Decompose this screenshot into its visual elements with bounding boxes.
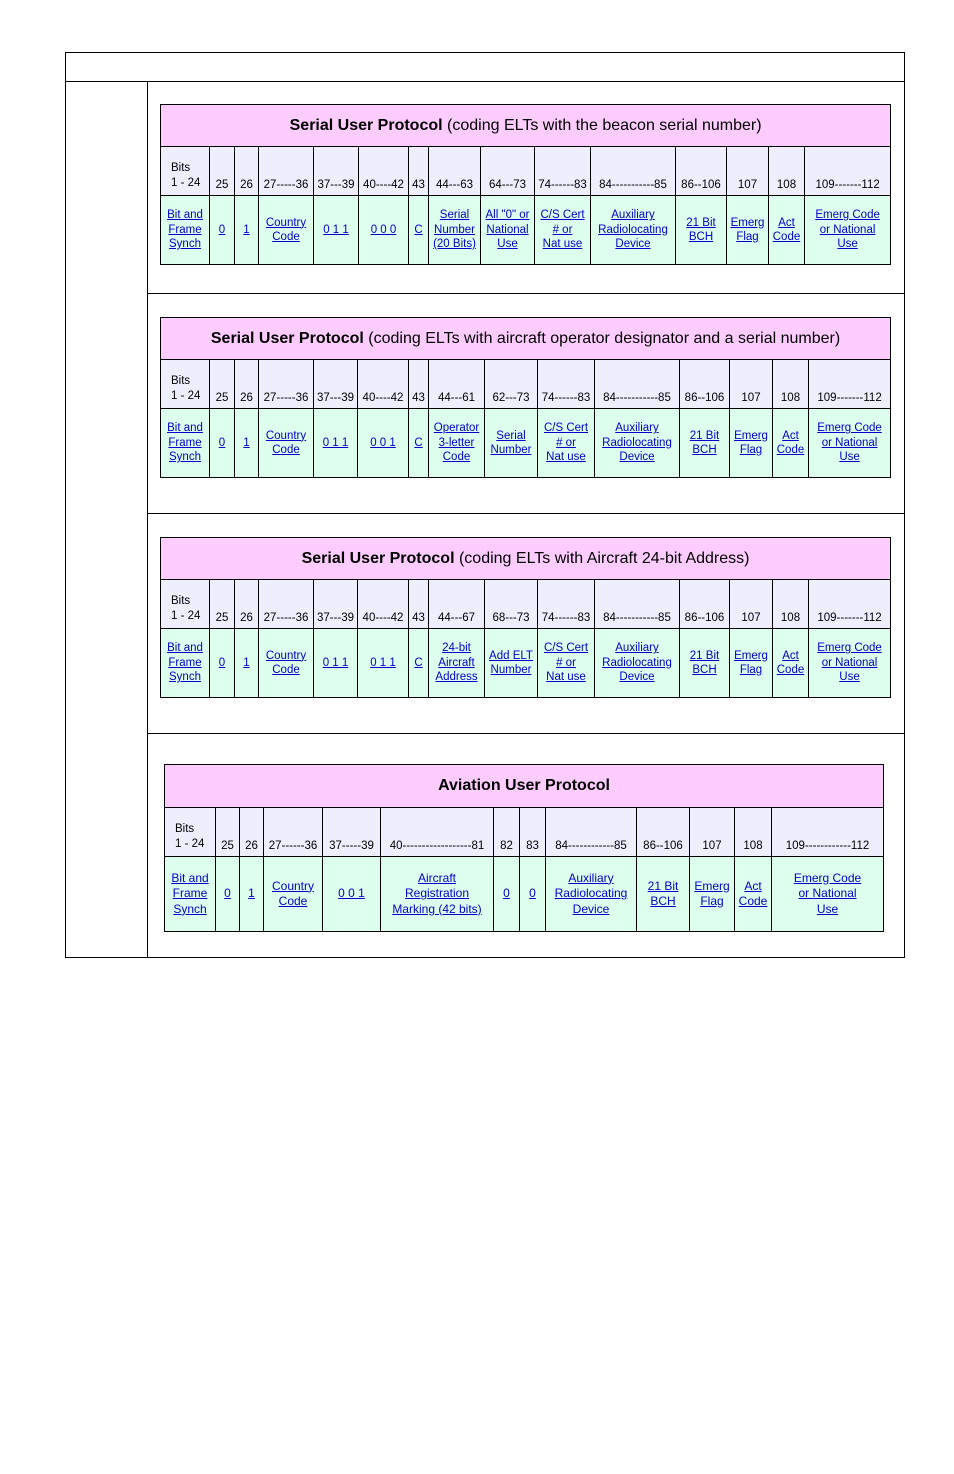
bit-range-cell: 37-----39 xyxy=(323,808,381,857)
field-cell xyxy=(381,857,494,932)
table-title-bold: Serial User Protocol xyxy=(301,549,455,567)
field-cell xyxy=(538,629,595,698)
field-cell xyxy=(210,196,235,265)
field-cell xyxy=(358,409,409,478)
field-link-0-1-1[interactable]: 0 1 1 xyxy=(323,223,349,236)
field-cell xyxy=(259,196,314,265)
field-cell xyxy=(676,196,727,265)
field-link-21-bit-bch[interactable]: 21 Bit BCH xyxy=(647,878,679,908)
panel-serial-24bit xyxy=(148,514,904,734)
field-cell xyxy=(735,857,772,932)
field-cell xyxy=(535,196,591,265)
field-link-all-0-or-national-use[interactable]: All "0" or National Use xyxy=(485,209,530,251)
bit-range-cell: 109-------112 xyxy=(805,147,891,196)
bit-range-cell: 109------------112 xyxy=(772,808,884,857)
field-cell xyxy=(409,629,429,698)
field-link-0-1-1[interactable]: 0 1 1 xyxy=(322,436,349,449)
bit-range-cell: 84------------85 xyxy=(546,808,637,857)
table-title-subtitle: (coding ELTs with the beacon serial number) xyxy=(442,116,762,134)
bit-range-cell: 84-----------85 xyxy=(595,580,680,629)
field-link-act-code[interactable]: Act Code xyxy=(772,216,801,243)
bit-range-cell: 40----42 xyxy=(358,360,409,409)
field-link-act-code[interactable]: Act Code xyxy=(776,649,805,676)
field-link-0-1-1[interactable]: 0 1 1 xyxy=(322,656,349,669)
bit-range-cell: 26 xyxy=(235,580,259,629)
field-cell xyxy=(680,409,730,478)
field-cell xyxy=(809,629,891,698)
field-link-auxiliary-radiolocating-device[interactable]: Auxiliary Radiolocating Device xyxy=(554,870,628,916)
field-link-emerg-flag[interactable]: Emerg Flag xyxy=(734,429,768,456)
field-link-country-code[interactable]: Country Code xyxy=(265,429,307,456)
field-cell xyxy=(769,196,805,265)
bit-range-cell: 64---73 xyxy=(481,147,535,196)
bit-range-cell: 43 xyxy=(409,147,429,196)
bits-label-cell xyxy=(161,580,210,629)
field-link-21-bit-bch[interactable]: 21 Bit BCH xyxy=(689,649,720,676)
field-cell xyxy=(485,409,538,478)
bits-label-cell xyxy=(161,360,210,409)
field-cell xyxy=(259,629,314,698)
field-link-operator-3-letter-code[interactable]: Operator 3-letter Code xyxy=(433,422,480,464)
bit-range-cell: 74------83 xyxy=(538,360,595,409)
field-cell xyxy=(409,409,429,478)
bit-range-cell: 44---67 xyxy=(429,580,485,629)
field-cell xyxy=(235,629,259,698)
field-link-0[interactable]: 0 xyxy=(218,436,226,449)
table-title-bold: Aviation User Protocol xyxy=(438,777,610,794)
field-link-emerg-code-or-national-use[interactable]: Emerg Code or National Use xyxy=(815,209,880,251)
field-link-country-code[interactable]: Country Code xyxy=(271,878,315,908)
outer-left-column xyxy=(66,82,148,957)
field-cell xyxy=(235,196,259,265)
field-cell xyxy=(161,629,210,698)
field-link-serial-number-20-bits[interactable]: Serial Number (20 Bits) xyxy=(433,209,476,251)
bits-label-line: 1 - 24 xyxy=(175,838,205,850)
bits-label-cell xyxy=(161,147,210,196)
field-link-auxiliary-radiolocating-device[interactable]: Auxiliary Radiolocating Device xyxy=(598,209,668,251)
bit-range-cell: 84-----------85 xyxy=(591,147,676,196)
bits-label-line: Bits xyxy=(175,823,195,835)
bit-range-cell: 43 xyxy=(409,360,429,409)
bit-range-cell: 25 xyxy=(210,360,235,409)
bit-range-cell: 74------83 xyxy=(538,580,595,629)
bit-range-cell: 86--106 xyxy=(680,580,730,629)
bit-range-cell: 107 xyxy=(730,580,773,629)
bit-range-cell: 109-------112 xyxy=(809,580,891,629)
bit-range-cell: 86--106 xyxy=(676,147,727,196)
bit-range-cell: 37---39 xyxy=(314,580,358,629)
field-cell xyxy=(210,629,235,698)
bit-range-cell: 26 xyxy=(240,808,264,857)
field-link-emerg-code-or-national-use[interactable]: Emerg Code or National Use xyxy=(817,422,882,464)
field-link-bit-and-frame-synch[interactable]: Bit and Frame Synch xyxy=(167,422,203,464)
field-link-serial-number[interactable]: Serial Number xyxy=(490,429,532,456)
bit-range-cell: 27-----36 xyxy=(259,580,314,629)
field-link-c[interactable]: C xyxy=(414,656,423,669)
field-cell xyxy=(690,857,735,932)
field-link-0-0-1[interactable]: 0 0 1 xyxy=(338,886,365,901)
field-cell xyxy=(730,409,773,478)
field-cell xyxy=(591,196,676,265)
field-link-0[interactable]: 0 xyxy=(218,223,226,236)
field-link-1[interactable]: 1 xyxy=(243,436,250,449)
field-cell xyxy=(409,196,429,265)
field-link-c-s-cert-or-nat-use[interactable]: C/S Cert # or Nat use xyxy=(543,422,589,464)
field-cell xyxy=(595,629,680,698)
bit-range-cell: 26 xyxy=(235,147,259,196)
field-link-c-s-cert-or-nat-use[interactable]: C/S Cert # or Nat use xyxy=(540,209,585,251)
field-link-emerg-code-or-national-use[interactable]: Emerg Code or National Use xyxy=(793,870,862,916)
bit-range-cell: 37---39 xyxy=(314,147,359,196)
field-cell xyxy=(730,629,773,698)
bit-range-cell: 108 xyxy=(769,147,805,196)
bit-range-cell: 43 xyxy=(409,580,429,629)
field-cell xyxy=(538,409,595,478)
panel-serial-operator xyxy=(148,294,904,514)
field-cell xyxy=(314,196,359,265)
field-cell xyxy=(773,629,809,698)
table-title-bold: Serial User Protocol xyxy=(289,116,443,134)
aviation-user-protocol-table xyxy=(164,764,884,932)
bit-range-cell: 108 xyxy=(773,360,809,409)
table-title xyxy=(165,765,884,808)
table-title xyxy=(161,318,891,360)
serial-user-protocol-24bit-address-table xyxy=(160,537,891,698)
bit-range-cell: 40----42 xyxy=(359,147,409,196)
field-link-21-bit-bch[interactable]: 21 Bit BCH xyxy=(686,216,716,243)
bit-range-cell: 62---73 xyxy=(485,360,538,409)
field-cell xyxy=(323,857,381,932)
field-cell xyxy=(216,857,240,932)
field-link-c-s-cert-or-nat-use[interactable]: C/S Cert # or Nat use xyxy=(543,642,589,684)
outer-frame xyxy=(65,52,905,958)
panel-aviation xyxy=(148,734,904,957)
bit-range-cell: 44---61 xyxy=(429,360,485,409)
table-title-bold: Serial User Protocol xyxy=(210,329,364,347)
field-link-auxiliary-radiolocating-device[interactable]: Auxiliary Radiolocating Device xyxy=(602,642,672,684)
bits-label-line: Bits xyxy=(171,375,191,387)
field-link-act-code[interactable]: Act Code xyxy=(738,878,768,908)
bit-range-cell: 27------36 xyxy=(264,808,323,857)
bit-range-cell: 40----42 xyxy=(358,580,409,629)
field-link-0[interactable]: 0 xyxy=(529,886,536,901)
field-link-bit-and-frame-synch[interactable]: Bit and Frame Synch xyxy=(167,642,203,684)
field-link-c[interactable]: C xyxy=(414,436,423,449)
field-cell xyxy=(637,857,690,932)
table-title xyxy=(161,105,891,147)
field-cell xyxy=(314,629,358,698)
field-cell xyxy=(805,196,891,265)
field-link-act-code[interactable]: Act Code xyxy=(776,429,805,456)
field-cell xyxy=(485,629,538,698)
field-link-auxiliary-radiolocating-device[interactable]: Auxiliary Radiolocating Device xyxy=(602,422,672,464)
bits-label-line: 1 - 24 xyxy=(171,610,201,622)
field-link-bit-and-frame-synch[interactable]: Bit and Frame Synch xyxy=(167,209,203,251)
bit-range-cell: 108 xyxy=(773,580,809,629)
field-cell xyxy=(161,196,210,265)
bits-label-line: 1 - 24 xyxy=(171,390,201,402)
field-cell xyxy=(520,857,546,932)
serial-user-protocol-beacon-serial-table xyxy=(160,104,891,265)
bits-label-line: Bits xyxy=(171,595,191,607)
field-cell xyxy=(727,196,769,265)
field-link-0-0-0[interactable]: 0 0 0 xyxy=(370,223,397,236)
bit-range-cell: 27-----36 xyxy=(259,360,314,409)
field-link-emerg-flag[interactable]: Emerg Flag xyxy=(730,216,765,243)
table-title-subtitle: (coding ELTs with aircraft operator designator and a serial number) xyxy=(363,329,841,347)
bit-range-cell: 68---73 xyxy=(485,580,538,629)
field-link-0-1-1[interactable]: 0 1 1 xyxy=(370,656,396,669)
field-cell xyxy=(259,409,314,478)
field-link-bit-and-frame-synch[interactable]: Bit and Frame Synch xyxy=(171,870,209,916)
field-link-emerg-code-or-national-use[interactable]: Emerg Code or National Use xyxy=(817,642,882,684)
serial-user-protocol-operator-table xyxy=(160,317,891,478)
field-link-add-elt-number[interactable]: Add ELT Number xyxy=(489,649,533,676)
field-cell xyxy=(210,409,235,478)
field-cell xyxy=(772,857,884,932)
table-title xyxy=(161,538,891,580)
bits-label-line: Bits xyxy=(171,162,191,174)
bit-range-cell: 37---39 xyxy=(314,360,358,409)
bit-range-cell: 86--106 xyxy=(680,360,730,409)
field-link-1[interactable]: 1 xyxy=(248,886,255,901)
field-cell xyxy=(359,196,409,265)
field-cell xyxy=(161,409,210,478)
bit-range-cell: 25 xyxy=(210,147,235,196)
field-link-aircraft-registration-marking-42-bits[interactable]: Aircraft Registration Marking (42 bits) xyxy=(392,870,482,916)
table-title-subtitle: (coding ELTs with Aircraft 24-bit Address) xyxy=(454,549,750,567)
bit-range-cell: 25 xyxy=(210,580,235,629)
field-link-0[interactable]: 0 xyxy=(503,886,510,901)
bit-range-cell: 44---63 xyxy=(429,147,481,196)
field-cell xyxy=(235,409,259,478)
bit-range-cell: 107 xyxy=(690,808,735,857)
field-cell xyxy=(314,409,358,478)
field-link-21-bit-bch[interactable]: 21 Bit BCH xyxy=(689,429,720,456)
field-cell xyxy=(595,409,680,478)
field-cell xyxy=(358,629,409,698)
field-cell xyxy=(264,857,323,932)
field-cell xyxy=(494,857,520,932)
field-cell xyxy=(165,857,216,932)
field-link-country-code[interactable]: Country Code xyxy=(265,216,307,243)
field-link-0[interactable]: 0 xyxy=(224,886,231,901)
bit-range-cell: 86--106 xyxy=(637,808,690,857)
bit-range-cell: 109-------112 xyxy=(809,360,891,409)
bit-range-cell: 84-----------85 xyxy=(595,360,680,409)
field-link-emerg-flag[interactable]: Emerg Flag xyxy=(694,878,730,908)
field-cell xyxy=(546,857,637,932)
field-link-0-0-1[interactable]: 0 0 1 xyxy=(370,436,396,449)
field-link-1[interactable]: 1 xyxy=(243,223,250,236)
field-cell xyxy=(429,629,485,698)
bit-range-cell: 107 xyxy=(727,147,769,196)
field-link-24-bit-aircraft-address[interactable]: 24-bit Aircraft Address xyxy=(435,642,478,684)
bit-range-cell: 26 xyxy=(235,360,259,409)
bit-range-cell: 107 xyxy=(730,360,773,409)
field-link-c[interactable]: C xyxy=(414,223,423,236)
bit-range-cell: 40------------------81 xyxy=(381,808,494,857)
field-link-emerg-flag[interactable]: Emerg Flag xyxy=(734,649,768,676)
field-link-1[interactable]: 1 xyxy=(243,656,250,669)
field-cell xyxy=(680,629,730,698)
field-cell xyxy=(429,409,485,478)
field-cell xyxy=(773,409,809,478)
bit-range-cell: 82 xyxy=(494,808,520,857)
bit-range-cell: 83 xyxy=(520,808,546,857)
bit-range-cell: 74------83 xyxy=(535,147,591,196)
bits-label-cell xyxy=(165,808,216,857)
outer-header-row xyxy=(66,53,904,82)
field-cell xyxy=(240,857,264,932)
field-cell xyxy=(429,196,481,265)
panel-serial-beacon xyxy=(148,82,904,294)
bits-label-line: 1 - 24 xyxy=(171,177,201,189)
field-cell xyxy=(481,196,535,265)
bit-range-cell: 27-----36 xyxy=(259,147,314,196)
field-link-0[interactable]: 0 xyxy=(218,656,226,669)
bit-range-cell: 108 xyxy=(735,808,772,857)
bit-range-cell: 25 xyxy=(216,808,240,857)
field-cell xyxy=(809,409,891,478)
field-link-country-code[interactable]: Country Code xyxy=(265,649,307,676)
